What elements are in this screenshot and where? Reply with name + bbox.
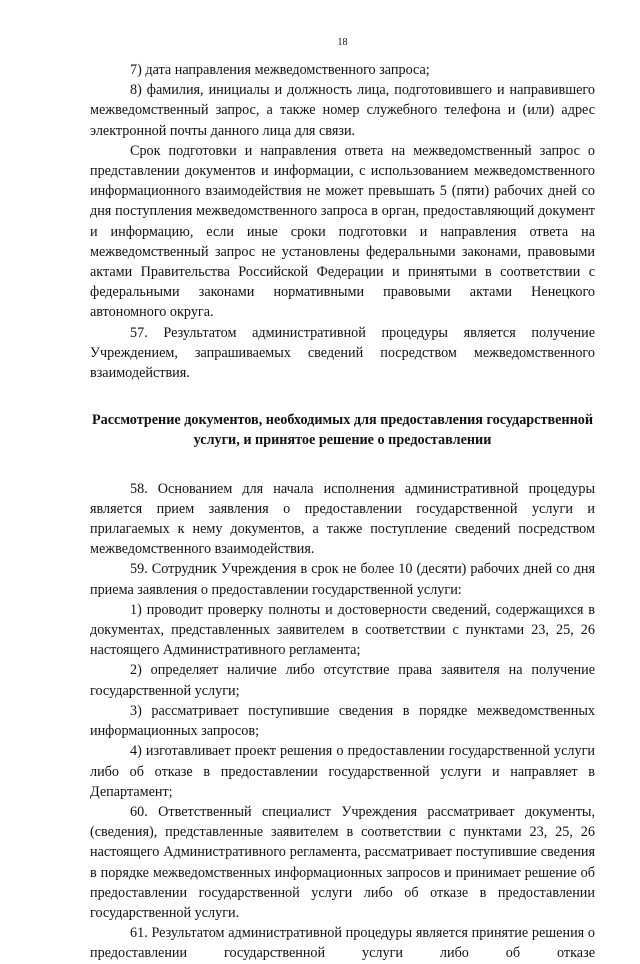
paragraph-59: 59. Сотрудник Учреждения в срок не более 10 (десяти) рабочих дней со дня приема заявления о предоставлении государственной услуги:	[90, 561, 595, 598]
paragraph-59-item-4: 4) изготавливает проект решения о предоставлении государственной услуги либо об отказе в предоставлении государственной услуги и направляет в Департамент;	[90, 743, 595, 800]
document-body	[90, 60, 595, 964]
page-number: 18	[337, 37, 348, 48]
paragraph-57: 57. Результатом административной процедуры является получение Учреждением, запрашиваемых сведений посредством межведомственного взаимодействия.	[90, 324, 595, 382]
paragraph-item-8: 8) фамилия, инициалы и должность лица, подготовившего и направившего межведомственный запрос, а также номер служебного телефона и (или) адрес электронной почты данного лица для связи.	[90, 82, 595, 139]
paragraph-59-item-1: 1) проводит проверку полноты и достоверности сведений, содержащихся в документах, представленных заявителем в соответствии с пунктами 23, 25, 26 настоящего Административного регламента;	[90, 601, 595, 659]
paragraph-59-item-3: 3) рассматривает поступившие сведения в порядке межведомственных информационных запросов;	[90, 702, 595, 740]
paragraph-61: 61. Результатом административной процедуры является принятие решения о предоставлении государственной услуги либо об отказе	[90, 925, 595, 962]
paragraph-item-7: 7) дата направления межведомственного запроса;	[130, 62, 430, 78]
paragraph-58: 58. Основанием для начала исполнения административной процедуры является прием заявления о предоставлении государственной услуги и прилагаемых к нему документов, а также поступление сведений посредством межведомственного взаимодействия.	[90, 480, 595, 558]
paragraph-59-item-2: 2) определяет наличие либо отсутствие права заявителя на получение государственной услуги;	[90, 662, 595, 699]
paragraph-response-deadline: Срок подготовки и направления ответа на межведомственный запрос о представлении документов и информации, с использованием межведомственного информационного взаимодействия не может превышать 5 (пяти) рабочих дней со дня поступления межведомственного запроса в орган, предоставляющий документ и информацию, если иные сроки подготовки и направления ответа на межведомственный запрос не установлены федеральными законами, правовыми актами Правительства Российской Федерации и принятыми в соответствии с федеральными законами нормативными правовыми актами Ненецкого автономного округа.	[90, 142, 595, 321]
paragraph-60: 60. Ответственный специалист Учреждения рассматривает документы, (сведения), представленные заявителем в соответствии с пунктами 23, 25, 26 настоящего Административного регламента, рассматривает поступившие сведения в порядке межведомственных информационных запросов и принимает решение об предоставлении государственной услуги либо об отказе в предоставлении государственной услуги.	[90, 803, 595, 921]
section-heading: Рассмотрение документов, необходимых для предоставления государственной услуги, и принятое решение о предоставлении	[91, 412, 594, 449]
